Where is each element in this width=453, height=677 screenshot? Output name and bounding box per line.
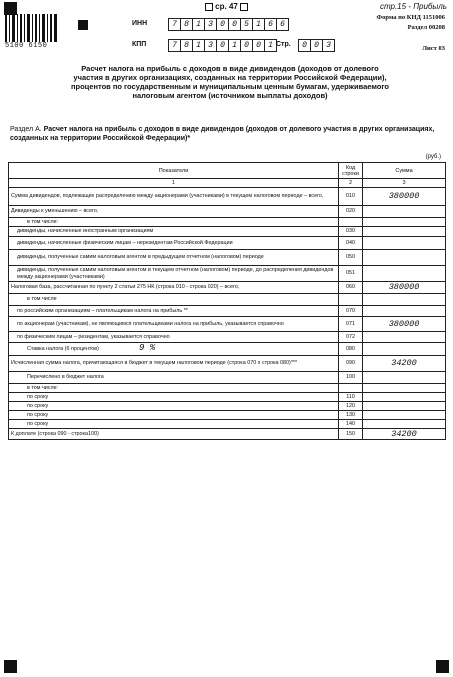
col-header-code: Код строки	[339, 163, 363, 179]
row-code: 080	[339, 343, 363, 356]
page-label: ср. 47	[0, 2, 453, 11]
barcode-number: 5100 6150	[5, 42, 48, 50]
digit-cell[interactable]: 3	[204, 39, 217, 52]
row-sum-field[interactable]	[363, 294, 446, 306]
row-sum-field[interactable]: 380000	[363, 282, 446, 294]
table-row	[9, 218, 446, 227]
row-label: Дивиденды к уменьшению – всего,	[9, 206, 339, 218]
table-row	[9, 343, 446, 356]
row-sum-field[interactable]	[363, 420, 446, 429]
table-row	[9, 227, 446, 237]
row-sum-field[interactable]	[363, 332, 446, 343]
table-row	[9, 294, 446, 306]
table-row	[9, 411, 446, 420]
row-sum-field[interactable]	[363, 206, 446, 218]
row-label: Сумма дивидендов, подлежащих распределению между акционерами (участниками) в текущем налоговом периоде – всего,	[9, 188, 339, 206]
digit-cell[interactable]: 0	[228, 18, 241, 31]
row-sum-field[interactable]: 380000	[363, 317, 446, 332]
kpp-field	[168, 39, 276, 52]
row-sum-field[interactable]	[363, 411, 446, 420]
table-row	[9, 402, 446, 411]
row-label: по физическим лицам – резидентам, указывается справочно	[9, 332, 339, 343]
row-label: в том числе	[9, 294, 339, 306]
corner-marker-bottom-right	[436, 660, 449, 673]
digit-cell[interactable]: 0	[216, 39, 229, 52]
row-label: по сроку	[9, 420, 339, 429]
digit-cell[interactable]: 0	[298, 39, 311, 52]
col-num-2: 2	[339, 179, 363, 188]
form-section: Раздел 00208	[407, 24, 445, 31]
section-title: Расчет налога на прибыль с доходов в виде дивидендов (доходов от долевого участия в других организациях, созданных на территории Российской Федерации)*	[10, 126, 435, 142]
page-title: Расчет налога на прибыль с доходов в виде дивидендов (доходов от долевого участия в других организациях, созданных на территории Российской Федерации), процентов по государственным и муниципальным ценным бумагам, удерживаемого налоговым агентом (источником выплаты доходов)	[70, 64, 389, 100]
row-code: 110	[339, 393, 363, 402]
row-code: 020	[339, 206, 363, 218]
form-info	[377, 13, 446, 33]
row-code: 140	[339, 420, 363, 429]
table-row	[9, 429, 446, 440]
row-code	[339, 384, 363, 393]
table-row	[9, 282, 446, 294]
digit-cell[interactable]: 1	[228, 39, 241, 52]
row-sum-field[interactable]	[363, 227, 446, 237]
row-sum-field[interactable]: 380000	[363, 188, 446, 206]
row-sum-field[interactable]	[363, 250, 446, 266]
inn-field	[168, 18, 288, 31]
data-table	[8, 162, 446, 440]
row-label: Перечислено в бюджет налога	[9, 372, 339, 384]
row-sum-field[interactable]: 34200	[363, 356, 446, 372]
row-code: 050	[339, 250, 363, 266]
row-code: 090	[339, 356, 363, 372]
digit-cell[interactable]: 6	[264, 18, 277, 31]
page-right-label: стр.15 - Прибыль	[379, 2, 447, 11]
handwritten-rate: 9 %	[138, 343, 156, 354]
digit-cell[interactable]: 6	[276, 18, 289, 31]
page-field	[298, 39, 334, 52]
row-code	[339, 294, 363, 306]
row-label: дивиденды, начисленные физическим лицам – нерезидентам Российской Федерации	[9, 237, 339, 250]
digit-cell[interactable]: 3	[322, 39, 335, 52]
row-code: 072	[339, 332, 363, 343]
row-code: 120	[339, 402, 363, 411]
digit-cell[interactable]: 1	[264, 39, 277, 52]
table-row	[9, 237, 446, 250]
row-label: К доплате (строка 090 - строка100)	[9, 429, 339, 440]
row-label: по акционерам (участникам), не являющимся плательщиками налога на прибыль, указывается справочно	[9, 317, 339, 332]
table-row	[9, 206, 446, 218]
corner-marker-inner	[78, 20, 88, 30]
digit-cell[interactable]: 7	[168, 39, 181, 52]
row-label: Налоговая база, рассчитанная по пункту 2 статьи 275 НК (строка 010 - строка 020) – всего,	[9, 282, 339, 294]
inn-label: ИНН	[132, 20, 148, 27]
section-heading	[10, 125, 445, 143]
digit-cell[interactable]: 7	[168, 18, 181, 31]
row-sum-field[interactable]	[363, 306, 446, 317]
digit-cell[interactable]: 1	[192, 18, 205, 31]
digit-cell[interactable]: 0	[240, 39, 253, 52]
col-num-1: 1	[9, 179, 339, 188]
row-code: 040	[339, 237, 363, 250]
row-code: 060	[339, 282, 363, 294]
sheet-label: Лист 03	[422, 45, 445, 52]
unit-label: (руб.)	[425, 154, 441, 160]
row-label: по российским организациям – плательщикам налога на прибыль **	[9, 306, 339, 317]
row-code: 030	[339, 227, 363, 237]
col-header-indicators: Показатели	[9, 163, 339, 179]
row-sum-field[interactable]	[363, 237, 446, 250]
page-field-label: Стр.	[276, 41, 291, 48]
col-header-sum: Сумма	[363, 163, 446, 179]
row-label: дивиденды, полученные самим налоговым агентом в предыдущем отчетном (налоговом) периоде	[9, 250, 339, 266]
kpp-label: КПП	[132, 41, 147, 48]
table-row	[9, 384, 446, 393]
table-row	[9, 250, 446, 266]
digit-cell[interactable]: 8	[180, 18, 193, 31]
table-row	[9, 317, 446, 332]
table-row	[9, 420, 446, 429]
table-row	[9, 356, 446, 372]
row-code: 130	[339, 411, 363, 420]
barcode-image	[5, 14, 57, 42]
row-code	[339, 218, 363, 227]
row-sum-field[interactable]: 34200	[363, 429, 446, 440]
col-num-3: 3	[363, 179, 446, 188]
table-row	[9, 188, 446, 206]
row-label: по сроку	[9, 393, 339, 402]
row-code: 150	[339, 429, 363, 440]
row-code: 100	[339, 372, 363, 384]
digit-cell[interactable]: 0	[216, 18, 229, 31]
table-row	[9, 306, 446, 317]
table-row	[9, 372, 446, 384]
row-label: Исчисленная сумма налога, причитающаяся в бюджет в текущем налоговом периоде (строка 070 х строка 080)***	[9, 356, 339, 372]
table-row	[9, 393, 446, 402]
row-label: по сроку	[9, 411, 339, 420]
row-sum-field[interactable]	[363, 266, 446, 282]
corner-marker-bottom-left	[4, 660, 17, 673]
row-code: 070	[339, 306, 363, 317]
row-sum-field[interactable]	[363, 218, 446, 227]
row-sum-field[interactable]	[363, 393, 446, 402]
row-code: 010	[339, 188, 363, 206]
section-label: Раздел А.	[10, 126, 42, 133]
table-row	[9, 266, 446, 282]
digit-cell[interactable]: 5	[240, 18, 253, 31]
row-label: дивиденды, начисленные иностранным организациям	[9, 227, 339, 237]
digit-cell[interactable]: 1	[192, 39, 205, 52]
row-sum-field[interactable]	[363, 372, 446, 384]
row-sum-field[interactable]	[363, 384, 446, 393]
row-code: 071	[339, 317, 363, 332]
row-label: в том числе:	[9, 218, 339, 227]
row-label: в том числе:	[9, 384, 339, 393]
digit-cell[interactable]: 0	[252, 39, 265, 52]
row-code: 051	[339, 266, 363, 282]
form-code: Форма по КНД 1151006	[376, 14, 445, 21]
digit-cell[interactable]: 3	[204, 18, 217, 31]
row-label: Ставка налога (6 процентов) 9 %	[9, 343, 339, 356]
row-label: дивиденды, полученные самим налоговым агентом в текущем отчетном (налоговом) периоде, до распределения дивидендов между акционерами (участниками)	[9, 266, 339, 282]
digit-cell[interactable]: 1	[252, 18, 265, 31]
digit-cell[interactable]: 0	[310, 39, 323, 52]
table-row	[9, 332, 446, 343]
row-sum-field[interactable]	[363, 343, 446, 356]
row-label: по сроку	[9, 402, 339, 411]
row-sum-field[interactable]	[363, 402, 446, 411]
digit-cell[interactable]: 8	[180, 39, 193, 52]
